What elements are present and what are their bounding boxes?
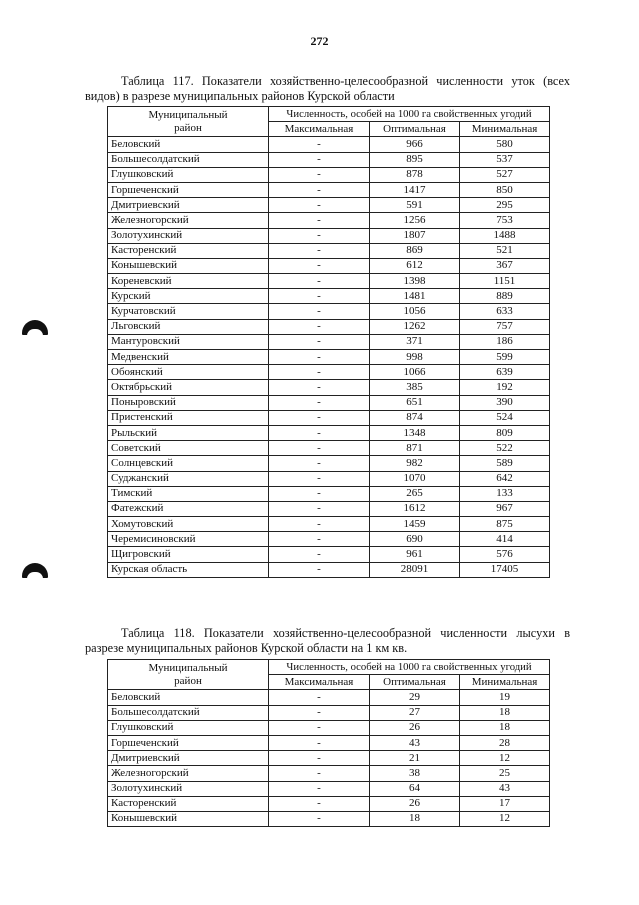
header-max: Максимальная	[269, 675, 370, 690]
cell-max: -	[269, 182, 370, 197]
cell-min: 580	[460, 137, 550, 152]
cell-min: 522	[460, 441, 550, 456]
cell-opt: 998	[370, 350, 460, 365]
cell-opt: 871	[370, 441, 460, 456]
table-row	[108, 441, 550, 456]
cell-district: Касторенский	[108, 243, 269, 258]
cell-max: -	[269, 456, 370, 471]
header-opt: Оптимальная	[370, 675, 460, 690]
cell-district: Глушковский	[108, 720, 269, 735]
cell-min: 889	[460, 289, 550, 304]
cell-district: Кореневский	[108, 274, 269, 289]
cell-max: -	[269, 395, 370, 410]
cell-max: -	[269, 213, 370, 228]
table-row	[108, 289, 550, 304]
header-min: Минимальная	[460, 675, 550, 690]
cell-opt: 371	[370, 334, 460, 349]
cell-max: -	[269, 811, 370, 826]
caption-line: видов) в разрезе муниципальных районов Курской области	[85, 89, 395, 103]
cell-opt: 651	[370, 395, 460, 410]
table-row	[108, 501, 550, 516]
cell-min: 28	[460, 735, 550, 750]
cell-min: 390	[460, 395, 550, 410]
cell-max: -	[269, 152, 370, 167]
cell-opt: 690	[370, 532, 460, 547]
cell-district: Курский	[108, 289, 269, 304]
header-district-line: Муниципальный	[148, 661, 228, 674]
cell-opt: 1807	[370, 228, 460, 243]
cell-min: 25	[460, 766, 550, 781]
table-row	[108, 243, 550, 258]
cell-max: -	[269, 380, 370, 395]
cell-min: 18	[460, 720, 550, 735]
cell-opt: 385	[370, 380, 460, 395]
caption-line: разрезе муниципальных районов Курской области на 1 км кв.	[85, 641, 408, 655]
table-row	[108, 705, 550, 720]
cell-min: 576	[460, 547, 550, 562]
header-group: Численность, особей на 1000 га свойственных угодий	[269, 107, 550, 122]
cell-opt: 43	[370, 735, 460, 750]
cell-min: 642	[460, 471, 550, 486]
table-row	[108, 532, 550, 547]
table-row	[108, 167, 550, 182]
table-row	[108, 811, 550, 826]
cell-max: -	[269, 501, 370, 516]
cell-min: 1488	[460, 228, 550, 243]
cell-min: 19	[460, 690, 550, 705]
header-min: Минимальная	[460, 122, 550, 137]
cell-district: Поныровский	[108, 395, 269, 410]
table-118-body	[108, 690, 550, 827]
table-row	[108, 735, 550, 750]
cell-max: -	[269, 690, 370, 705]
cell-district: Обоянский	[108, 365, 269, 380]
cell-min: 367	[460, 258, 550, 273]
binder-hole-mark	[22, 563, 48, 578]
cell-min: 43	[460, 781, 550, 796]
cell-max: -	[269, 532, 370, 547]
cell-district: Солнцевский	[108, 456, 269, 471]
cell-min: 753	[460, 213, 550, 228]
page-number: 272	[310, 34, 329, 48]
cell-min: 17	[460, 796, 550, 811]
table-row	[108, 486, 550, 501]
cell-min: 133	[460, 486, 550, 501]
table-row	[108, 410, 550, 425]
cell-district: Октябрьский	[108, 380, 269, 395]
cell-district: Хомутовский	[108, 517, 269, 532]
cell-opt: 1459	[370, 517, 460, 532]
cell-district: Глушковский	[108, 167, 269, 182]
cell-min: 186	[460, 334, 550, 349]
cell-min: 192	[460, 380, 550, 395]
cell-district: Дмитриевский	[108, 198, 269, 213]
table-row	[108, 547, 550, 562]
cell-district: Щигровский	[108, 547, 269, 562]
cell-opt: 1481	[370, 289, 460, 304]
cell-district: Льговский	[108, 319, 269, 334]
cell-max: -	[269, 425, 370, 440]
cell-district: Горшеченский	[108, 182, 269, 197]
cell-max: -	[269, 304, 370, 319]
cell-opt: 29	[370, 690, 460, 705]
binder-hole-mark	[22, 320, 48, 335]
cell-max: -	[269, 167, 370, 182]
table-117-caption	[85, 74, 570, 104]
table-row	[108, 517, 550, 532]
cell-district: Дмитриевский	[108, 751, 269, 766]
table-row	[108, 425, 550, 440]
cell-opt: 38	[370, 766, 460, 781]
cell-min: 875	[460, 517, 550, 532]
cell-opt: 265	[370, 486, 460, 501]
cell-min: 524	[460, 410, 550, 425]
cell-district: Железногорский	[108, 213, 269, 228]
cell-min: 809	[460, 425, 550, 440]
cell-max: -	[269, 350, 370, 365]
cell-min: 1151	[460, 274, 550, 289]
cell-district: Беловский	[108, 690, 269, 705]
cell-opt: 1256	[370, 213, 460, 228]
cell-district: Конышевский	[108, 258, 269, 273]
cell-max: -	[269, 766, 370, 781]
table-row	[108, 796, 550, 811]
cell-opt: 612	[370, 258, 460, 273]
cell-opt: 26	[370, 720, 460, 735]
cell-min: 12	[460, 751, 550, 766]
table-117-body	[108, 137, 550, 577]
header-district	[108, 660, 269, 690]
cell-opt: 895	[370, 152, 460, 167]
table-row	[108, 334, 550, 349]
table-row	[108, 781, 550, 796]
table-row	[108, 228, 550, 243]
table-row	[108, 137, 550, 152]
cell-max: -	[269, 243, 370, 258]
header-group: Численность, особей на 1000 га свойственных угодий	[269, 660, 550, 675]
cell-min: 639	[460, 365, 550, 380]
cell-opt: 1417	[370, 182, 460, 197]
cell-max: -	[269, 410, 370, 425]
table-row	[108, 319, 550, 334]
cell-district: Курская область	[108, 562, 269, 577]
cell-max: -	[269, 319, 370, 334]
cell-max: -	[269, 705, 370, 720]
cell-opt: 64	[370, 781, 460, 796]
cell-opt: 591	[370, 198, 460, 213]
cell-min: 17405	[460, 562, 550, 577]
table-row	[108, 562, 550, 577]
table-row	[108, 182, 550, 197]
cell-district: Золотухинский	[108, 781, 269, 796]
table-row	[108, 380, 550, 395]
cell-opt: 1348	[370, 425, 460, 440]
table-row	[108, 456, 550, 471]
table-row	[108, 213, 550, 228]
table-row	[108, 258, 550, 273]
cell-opt: 1056	[370, 304, 460, 319]
cell-min: 599	[460, 350, 550, 365]
cell-max: -	[269, 720, 370, 735]
table-row	[108, 304, 550, 319]
header-district-line: район	[174, 674, 202, 687]
cell-max: -	[269, 441, 370, 456]
cell-district: Пристенский	[108, 410, 269, 425]
cell-district: Большесолдатский	[108, 152, 269, 167]
table-row	[108, 751, 550, 766]
cell-district: Рыльский	[108, 425, 269, 440]
table-row	[108, 365, 550, 380]
cell-min: 18	[460, 705, 550, 720]
cell-max: -	[269, 471, 370, 486]
cell-min: 414	[460, 532, 550, 547]
caption-line: Таблица 117. Показатели хозяйственно-целесообразной численности уток (всех	[121, 74, 570, 88]
cell-opt: 961	[370, 547, 460, 562]
cell-max: -	[269, 562, 370, 577]
cell-district: Суджанский	[108, 471, 269, 486]
table-row	[108, 395, 550, 410]
cell-min: 967	[460, 501, 550, 516]
cell-district: Золотухинский	[108, 228, 269, 243]
cell-min: 589	[460, 456, 550, 471]
table-row	[108, 720, 550, 735]
cell-opt: 28091	[370, 562, 460, 577]
table-117	[107, 106, 550, 578]
cell-max: -	[269, 547, 370, 562]
cell-max: -	[269, 228, 370, 243]
cell-max: -	[269, 334, 370, 349]
cell-opt: 27	[370, 705, 460, 720]
cell-max: -	[269, 796, 370, 811]
table-row	[108, 766, 550, 781]
cell-district: Медвенский	[108, 350, 269, 365]
cell-district: Мантуровский	[108, 334, 269, 349]
cell-opt: 1262	[370, 319, 460, 334]
cell-max: -	[269, 517, 370, 532]
table-row	[108, 471, 550, 486]
table-118	[107, 659, 550, 827]
cell-max: -	[269, 365, 370, 380]
cell-min: 527	[460, 167, 550, 182]
cell-opt: 878	[370, 167, 460, 182]
table-row	[108, 690, 550, 705]
cell-opt: 1070	[370, 471, 460, 486]
header-opt: Оптимальная	[370, 122, 460, 137]
cell-district: Конышевский	[108, 811, 269, 826]
cell-opt: 21	[370, 751, 460, 766]
cell-district: Горшеченский	[108, 735, 269, 750]
cell-max: -	[269, 486, 370, 501]
cell-opt: 869	[370, 243, 460, 258]
cell-max: -	[269, 198, 370, 213]
cell-opt: 874	[370, 410, 460, 425]
cell-min: 850	[460, 182, 550, 197]
cell-max: -	[269, 735, 370, 750]
cell-opt: 1398	[370, 274, 460, 289]
cell-min: 12	[460, 811, 550, 826]
cell-district: Курчатовский	[108, 304, 269, 319]
cell-district: Черемисиновский	[108, 532, 269, 547]
cell-district: Большесолдатский	[108, 705, 269, 720]
cell-max: -	[269, 751, 370, 766]
cell-district: Беловский	[108, 137, 269, 152]
cell-min: 295	[460, 198, 550, 213]
cell-min: 521	[460, 243, 550, 258]
cell-max: -	[269, 137, 370, 152]
cell-opt: 966	[370, 137, 460, 152]
cell-max: -	[269, 289, 370, 304]
header-district-line: район	[174, 121, 202, 134]
table-row	[108, 198, 550, 213]
cell-district: Тимский	[108, 486, 269, 501]
cell-district: Фатежский	[108, 501, 269, 516]
cell-opt: 982	[370, 456, 460, 471]
header-district	[108, 107, 269, 137]
table-row	[108, 350, 550, 365]
cell-max: -	[269, 258, 370, 273]
table-row	[108, 152, 550, 167]
table-row	[108, 274, 550, 289]
cell-max: -	[269, 781, 370, 796]
cell-opt: 26	[370, 796, 460, 811]
header-max: Максимальная	[269, 122, 370, 137]
table-118-caption	[85, 626, 570, 656]
cell-district: Советский	[108, 441, 269, 456]
header-district-line: Муниципальный	[148, 108, 228, 121]
cell-district: Касторенский	[108, 796, 269, 811]
cell-opt: 1066	[370, 365, 460, 380]
cell-max: -	[269, 274, 370, 289]
cell-min: 633	[460, 304, 550, 319]
caption-line: Таблица 118. Показатели хозяйственно-целесообразной численности лысухи в	[121, 626, 570, 640]
cell-opt: 18	[370, 811, 460, 826]
cell-district: Железногорский	[108, 766, 269, 781]
cell-opt: 1612	[370, 501, 460, 516]
cell-min: 757	[460, 319, 550, 334]
cell-min: 537	[460, 152, 550, 167]
